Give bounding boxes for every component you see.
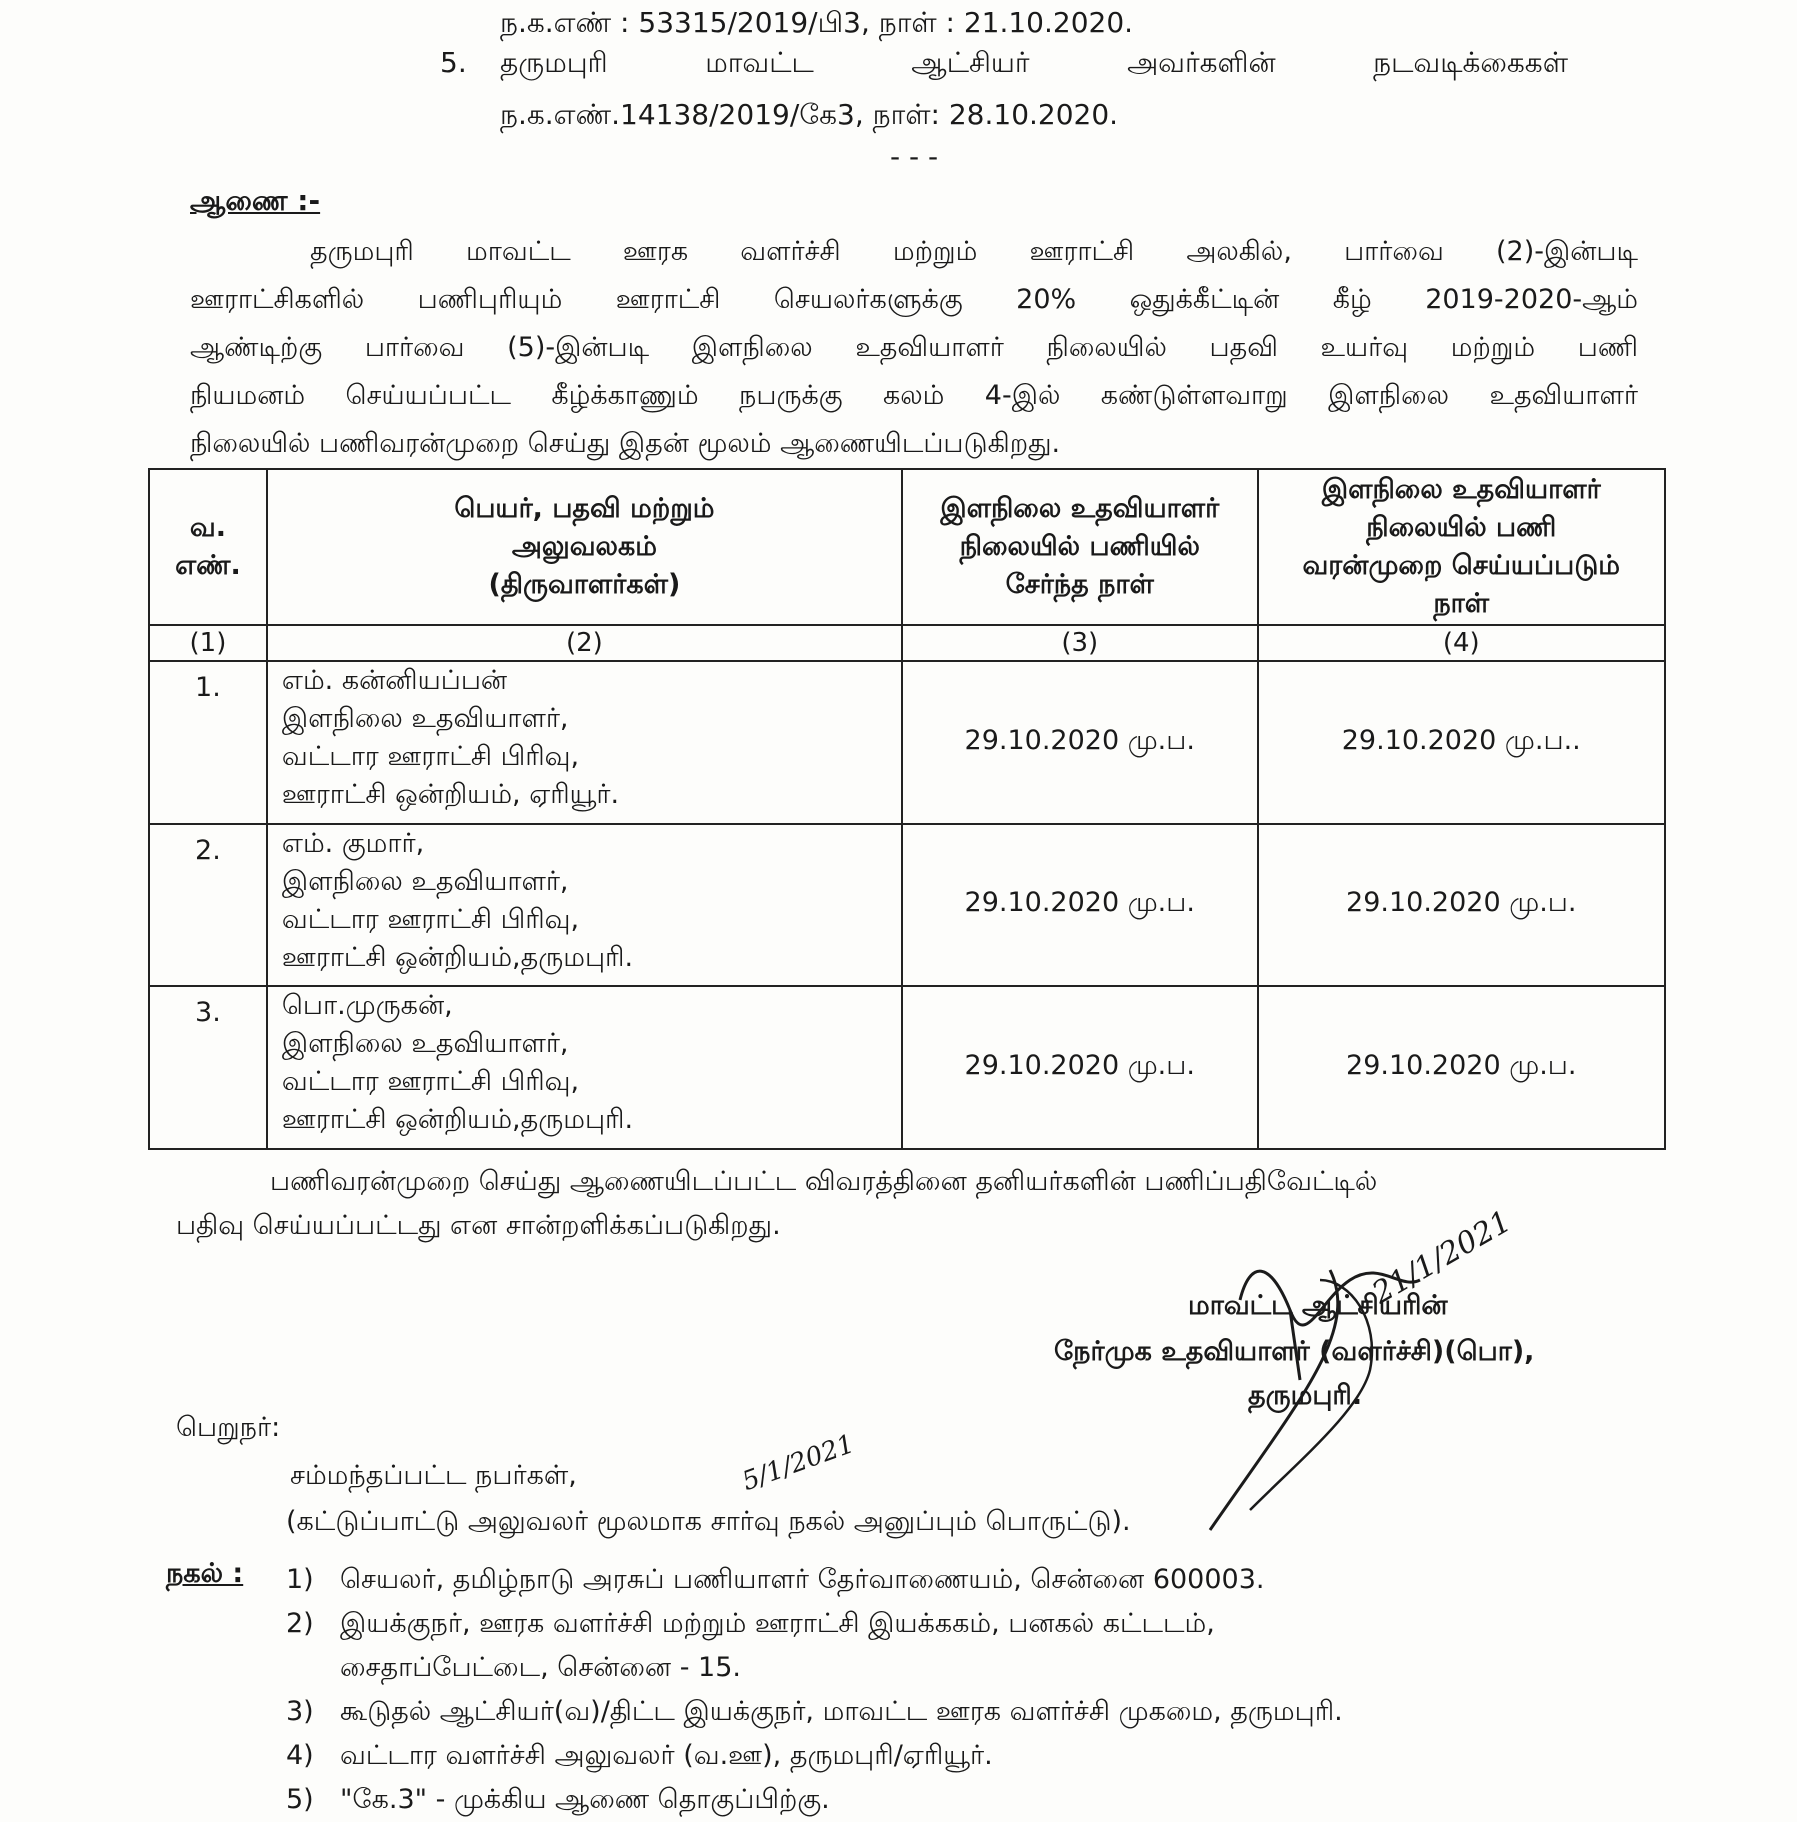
certification-line2: பதிவு செய்யப்பட்டது என சான்றளிக்கப்படுகிறது.: [176, 1210, 781, 1241]
row-number: 3.: [149, 986, 267, 1149]
separator: - - -: [890, 140, 939, 173]
copy-item: 4) வட்டார வளர்ச்சி அலுவலர் (வ.ஊ), தருமபுரி/ஏரியூர்.: [286, 1740, 993, 1771]
copy-list: [286, 1558, 1343, 1822]
recipients-line2: (கட்டுப்பாட்டு அலுவலர் மூலமாக சார்வு நகல் அனுப்பும் பொருட்டு).: [286, 1506, 1131, 1537]
regularisation-table: [148, 468, 1666, 1150]
header-regularised-date: இளநிலை உதவியாளர் நிலையில் பணி வரன்முறை செய்யப்படும் நாள்: [1258, 469, 1665, 625]
signature-date-handwritten: 21/1/2021: [1366, 1203, 1518, 1312]
row-regularised-date: 29.10.2020 மு.ப..: [1258, 661, 1665, 824]
row-name: பொ.முருகன், இளநிலை உதவியாளர், வட்டார ஊராட்சி பிரிவு, ஊராட்சி ஒன்றியம்,தருமபுரி.: [267, 986, 902, 1149]
para-line: தருமபுரி மாவட்ட ஊரக வளர்ச்சி மற்றும் ஊராட்சி அலகில், பார்வை (2)-இன்படி: [310, 236, 1638, 267]
copy-item: 5) "கே.3" - முக்கிய ஆணை தொகுப்பிற்கு.: [286, 1784, 830, 1815]
para-line: ஆண்டிற்கு பார்வை (5)-இன்படி இளநிலை உதவியாளர் நிலையில் பதவி உயர்வு மற்றும் பணி: [190, 332, 1638, 363]
col-index: (1): [149, 625, 267, 661]
certification-line1: பணிவரன்முறை செய்து ஆணையிடப்பட்ட விவரத்தினை தனியர்களின் பணிப்பதிவேட்டில்: [270, 1166, 1378, 1197]
para-line: ஊராட்சிகளில் பணிபுரியும் ஊராட்சி செயலர்களுக்கு 20% ஒதுக்கீட்டின் கீழ் 2019-2020-ஆம்: [190, 284, 1638, 315]
table-row: [149, 661, 1665, 824]
header-joined-date: இளநிலை உதவியாளர் நிலையில் பணியில் சேர்ந்த நாள்: [902, 469, 1258, 625]
row-regularised-date: 29.10.2020 மு.ப.: [1258, 824, 1665, 987]
table-row: [149, 824, 1665, 987]
copy-item: 3) கூடுதல் ஆட்சியர்(வ)/திட்ட இயக்குநர், மாவட்ட ஊரக வளர்ச்சி முகமை, தருமபுரி.: [286, 1696, 1343, 1727]
copy-item: 2) இயக்குநர், ஊரக வளர்ச்சி மற்றும் ஊராட்சி இயக்ககம், பனகல் கட்டடம்,: [286, 1608, 1215, 1639]
copy-item: 1) செயலர், தமிழ்நாடு அரசுப் பணியாளர் தேர்வாணையம், சென்னை 600003.: [286, 1564, 1265, 1595]
signature-image: [1120, 1240, 1560, 1540]
para-line: நிலையில் பணிவரன்முறை செய்து இதன் மூலம் ஆணையிடப்படுகிறது.: [190, 428, 1061, 459]
order-heading: ஆணை :-: [190, 184, 321, 217]
ref-word: மாவட்ட: [705, 46, 814, 79]
ref-word: ஆட்சியர்: [911, 46, 1030, 79]
initial-note-handwritten: 5/1/2021: [738, 1428, 859, 1498]
row-joined-date: 29.10.2020 மு.ப.: [902, 986, 1258, 1149]
copy-label: நகல் :: [166, 1558, 244, 1589]
reference-5-line2: ந.க.எண்.14138/2019/கே3, நாள்: 28.10.2020.: [500, 98, 1119, 131]
col-index: (3): [902, 625, 1258, 661]
table-index-row: [149, 625, 1665, 661]
header-name: பெயர், பதவி மற்றும் அலுவலகம் (திருவாளர்கள்): [267, 469, 902, 625]
reference-5-number: 5.: [440, 46, 467, 79]
row-number: 1.: [149, 661, 267, 824]
para-line: நியமனம் செய்யப்பட்ட கீழ்க்காணும் நபருக்கு கலம் 4-இல் கண்டுள்ளவாறு இளநிலை உதவியாளர்: [190, 380, 1638, 411]
recipients-line1: சம்மந்தப்பட்ட நபர்கள்,: [290, 1460, 577, 1491]
ref-word: அவர்களின்: [1127, 46, 1276, 79]
row-regularised-date: 29.10.2020 மு.ப.: [1258, 986, 1665, 1149]
row-joined-date: 29.10.2020 மு.ப.: [902, 824, 1258, 987]
signatory-designation: நேர்முக உதவியாளர் (வளர்ச்சி)(பொ),: [1054, 1336, 1535, 1367]
ref-word: தருமபுரி: [500, 46, 608, 79]
row-number: 2.: [149, 824, 267, 987]
recipients-heading: பெறுநர்:: [176, 1412, 281, 1443]
ref-word: நடவடிக்கைகள்: [1373, 46, 1568, 79]
signatory-place: தருமபுரி.: [1248, 1380, 1363, 1411]
header-serial: வ. எண்.: [149, 469, 267, 625]
row-name: எம். கன்னியப்பன் இளநிலை உதவியாளர், வட்டார ஊராட்சி பிரிவு, ஊராட்சி ஒன்றியம், ஏரியூர்.: [267, 661, 902, 824]
copy-item: சைதாப்பேட்டை, சென்னை - 15.: [340, 1652, 741, 1683]
table-row: [149, 986, 1665, 1149]
signatory-title: மாவட்ட ஆட்சியரின்: [1188, 1290, 1448, 1321]
row-name: எம். குமார், இளநிலை உதவியாளர், வட்டார ஊராட்சி பிரிவு, ஊராட்சி ஒன்றியம்,தருமபுரி.: [267, 824, 902, 987]
row-joined-date: 29.10.2020 மு.ப.: [902, 661, 1258, 824]
col-index: (2): [267, 625, 902, 661]
col-index: (4): [1258, 625, 1665, 661]
order-paragraph: [190, 236, 1638, 476]
reference-4-line: ந.க.எண் : 53315/2019/பி3, நாள் : 21.10.2020.: [500, 6, 1134, 39]
table-header-row: [149, 469, 1665, 625]
reference-5-line1: [500, 46, 1568, 83]
